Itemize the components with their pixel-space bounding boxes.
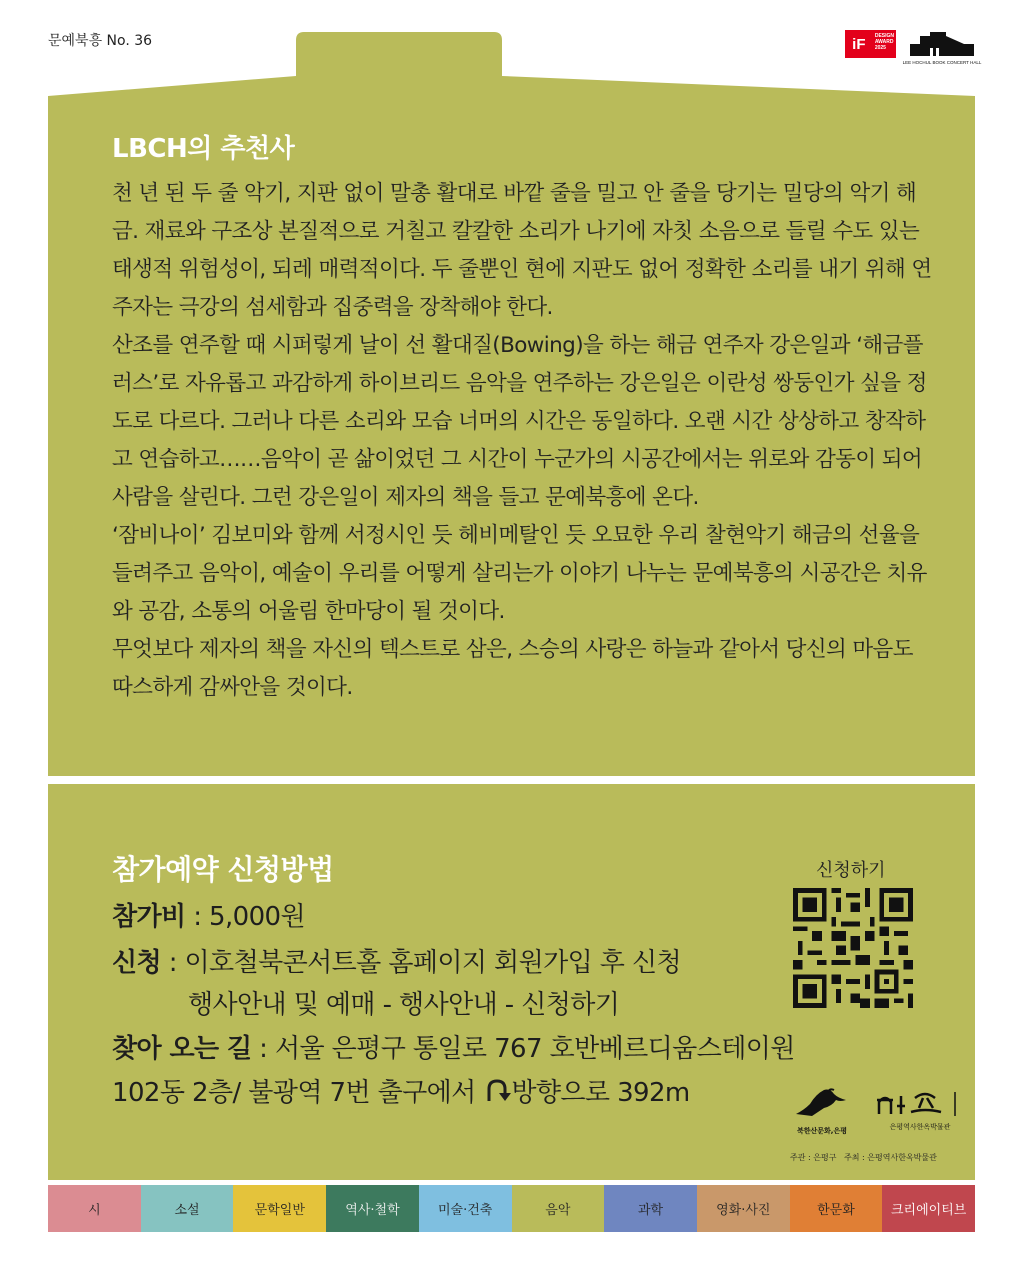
- category-tab[interactable]: 미술·건축: [419, 1185, 512, 1232]
- category-tab[interactable]: 소설: [141, 1185, 234, 1232]
- recommendation-paragraph: ‘잠비나이’ 김보미와 함께 서정시인 듯 헤비메탈인 듯 오묘한 우리 찰현악기 해금의 선율을 들려주고 음악이, 예술이 우리를 어떻게 살리는가 이야기 나누는 문예북흥의 시공간은 치유와 공감, 소통의 어울림 한마당이 될 것이다.: [112, 523, 927, 624]
- recommendation-paragraph: 산조를 연주할 때 시퍼렇게 날이 선 활대질(Bowing)을 하는 해금 연주자 강은일과 ‘해금플러스’로 자유롭고 과감하게 하이브리드 음악을 연주하는 강은일은 이란성 쌍둥인가 싶을 정도로 다르다. 그러나 다른 소리와 모습 너머의 시간은 동일하다. 오랜 시간 상상하고 창작하고 연습하고……음악이 곧 삶이었던 그 시간이 누군가의 시공간에서는 위로와 감동이 되어 사람을 살린다. 그런 강은일이 제자의 책을 들고 문예북흥에 온다.: [112, 333, 927, 510]
- directions-part-2: 방향으로 392m: [511, 1078, 690, 1108]
- sponsor-credits: [790, 1152, 937, 1163]
- recommendation-title: LBCH의 추천사: [112, 134, 295, 164]
- category-tab[interactable]: 과학: [604, 1185, 697, 1232]
- bukhansan-name: 북한산문화,은평: [797, 1127, 847, 1135]
- host-text: 주최 : 은평역사한옥박물관: [844, 1153, 937, 1162]
- series-label: 문예북흥 No. 36: [48, 33, 153, 49]
- category-tab[interactable]: 크리에이티브: [882, 1185, 975, 1232]
- hanok-museum-mark-icon: [875, 1088, 965, 1118]
- recommendation-paragraph: 무엇보다 제자의 책을 자신의 텍스트로 삼은, 스승의 사랑은 하늘과 같아서 당신의 마음도 따스하게 감싸안을 것이다.: [112, 637, 913, 700]
- registration-qr-code[interactable]: [793, 888, 913, 1008]
- apply-line: [112, 942, 681, 979]
- category-tab[interactable]: 한문화: [790, 1185, 883, 1232]
- mountain-tiger-icon: [794, 1084, 850, 1122]
- registration-panel: [48, 784, 975, 1180]
- recommendation-paragraph: 천 년 된 두 줄 악기, 지판 없이 말총 활대로 바깥 줄을 밀고 안 줄을 당기는 밀당의 악기 해금. 재료와 구조상 본질적으로 거칠고 칼칼한 소리가 나기에 자칫 소음으로 들릴 수도 있는 태생적 위험성이, 되레 매력적이다. 두 줄뿐인 현에 지판도 없어 정확한 소리를 내기 위해 연주자는 극강의 섬세함과 집중력을 장착해야 한다.: [112, 181, 932, 320]
- directions-value: : 서울 은평구 통일로 767 호반베르디움스테이원: [251, 1034, 795, 1064]
- if-logo-mark: iF: [845, 30, 873, 58]
- fee-value: : 5,000원: [185, 902, 306, 932]
- category-tab[interactable]: 음악: [512, 1185, 605, 1232]
- apply-label: 신청: [112, 948, 162, 978]
- registration-title: 참가예약 신청방법: [112, 853, 334, 886]
- directions-label: 찾아 오는 길: [112, 1034, 252, 1064]
- directions-part-1: 102동 2층/ 불광역 7번 출구에서: [112, 1078, 476, 1108]
- if-award-text: DESIGN AWARD 2025: [873, 30, 896, 58]
- directions-line: [112, 1028, 795, 1065]
- category-tab[interactable]: 문학일반: [233, 1185, 326, 1232]
- apply-path: 행사안내 및 예매 - 행사안내 - 신청하기: [188, 990, 620, 1020]
- museum-name: 은평역사한옥박물관: [889, 1123, 951, 1131]
- apply-value: : 이호철북콘서트홀 홈페이지 회원가입 후 신청: [161, 948, 681, 978]
- bukhansan-logo: [788, 1084, 856, 1136]
- u-turn-arrow-icon: [483, 1077, 511, 1105]
- recommendation-section: [112, 128, 932, 707]
- fee-label: 참가비: [112, 902, 186, 932]
- category-tab[interactable]: 역사·철학: [326, 1185, 419, 1232]
- directions-line-2: [112, 1072, 690, 1109]
- museum-logo: [872, 1088, 968, 1132]
- fee-line: [112, 896, 305, 933]
- category-bar: [48, 1185, 975, 1232]
- category-tab[interactable]: 영화·사진: [697, 1185, 790, 1232]
- category-tab[interactable]: 시: [48, 1185, 141, 1232]
- organizer-text: 주관 : 은평구: [790, 1153, 837, 1162]
- qr-label: 신청하기: [816, 860, 886, 881]
- hall-logo-text: LEE HOCHUL BOOK CONCERT HALL: [902, 60, 982, 65]
